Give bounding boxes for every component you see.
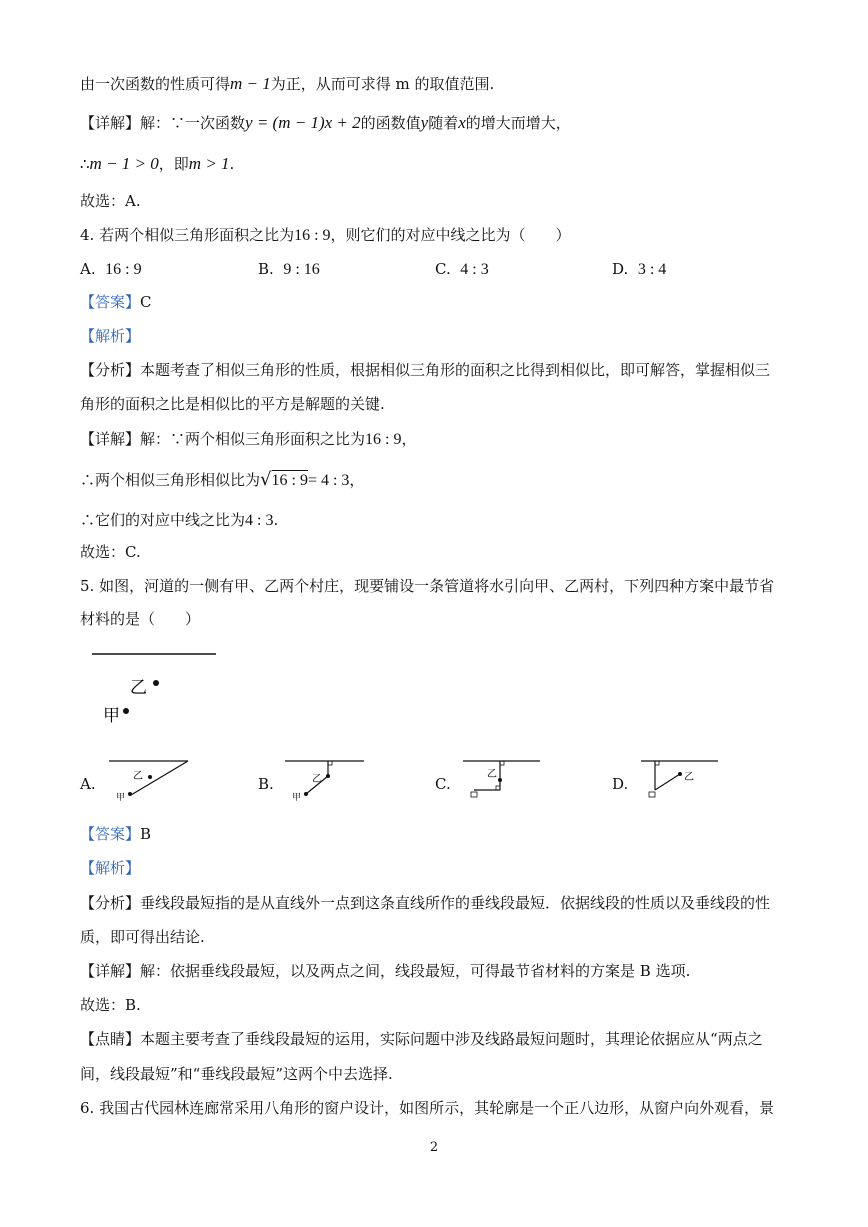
q5-option-c-figure[interactable]	[460, 752, 550, 807]
village-jia-label: 甲	[103, 706, 120, 726]
text-line-q3-analysis-end: 由一次函数的性质可得m − 1为正，从而可求得 m 的取值范围.	[80, 74, 495, 93]
q4-analysis-line-1: 【分析】本题考查了相似三角形的性质，根据相似三角形的面积之比得到相似比，即可解答，掌握相似三	[80, 361, 771, 379]
q4-answer: 【答案】C	[80, 293, 152, 311]
q4-stem: 4. 若两个相似三角形面积之比为16 : 9，则它们的对应中线之比为（ ）	[80, 226, 571, 244]
q4-analysis-line-2: 角形的面积之比是相似比的平方是解题的关键.	[80, 395, 385, 413]
q5-option-d-figure[interactable]	[638, 752, 728, 807]
village-yi-dot	[153, 680, 159, 686]
q3-choice: 故选：A.	[80, 192, 141, 210]
text-line-q3-therefore: ∴m − 1 > 0，即m > 1.	[80, 154, 235, 173]
village-jia-dot	[123, 708, 129, 714]
q5-stem-line-2: 材料的是（ ）	[80, 610, 201, 628]
svg-text:甲: 甲	[116, 793, 126, 803]
q5-analysis-line-2: 质，即可得出结论.	[80, 928, 205, 946]
q4-detail-line-1: 【详解】解：∵两个相似三角形面积之比为16 : 9，	[80, 430, 417, 448]
q6-stem-line-1: 6. 我国古代园林连廊常采用八角形的窗户设计，如图所示，其轮廓是一个正八边形，从窗户向外观看，景	[80, 1099, 775, 1117]
q5-option-b-label[interactable]: B.	[258, 775, 274, 793]
q5-comment-line-2: 间，线段最短”和“垂线段最短”这两个中去选择.	[80, 1065, 393, 1083]
q4-option-d[interactable]: D. 3 : 4	[612, 260, 667, 278]
q5-option-b-figure[interactable]	[282, 752, 372, 807]
q5-answer: 【答案】B	[80, 825, 152, 843]
q4-detail-line-3: ∴它们的对应中线之比为4 : 3.	[80, 511, 279, 529]
svg-text:乙: 乙	[684, 772, 694, 783]
river-village-figure	[86, 645, 226, 730]
q4-option-c[interactable]: C. 4 : 3	[435, 260, 489, 278]
q5-detail-line: 【详解】解：依据垂线段最短，以及两点之间，线段最短，可得最节省材料的方案是 B 选项.	[80, 962, 691, 980]
svg-text:甲: 甲	[292, 793, 302, 803]
q5-option-c-label[interactable]: C.	[435, 775, 451, 793]
q4-option-b[interactable]: B. 9 : 16	[258, 260, 320, 278]
q5-option-a-label[interactable]: A.	[80, 775, 96, 793]
detail-tag: 【详解】	[80, 114, 141, 132]
text-line-q3-detail: 【详解】解：∵一次函数y = (m − 1)x + 2的函数值y随着x的增大而增大，	[80, 113, 571, 132]
q5-stem-line-1: 5. 如图，河道的一侧有甲、乙两个村庄，现要铺设一条管道将水引向甲、乙两村，下列四种方案中最节省	[80, 577, 775, 595]
q5-analysis-line-1: 【分析】垂线段最短指的是从直线外一点到这条直线所作的垂线段最短．依据线段的性质以及垂线段的性	[80, 894, 771, 912]
q4-choice: 故选：C.	[80, 543, 141, 561]
math-linear-function: y = (m − 1)x + 2	[245, 113, 361, 132]
q5-option-d-label[interactable]: D.	[612, 775, 629, 793]
q5-comment-line-1: 【点睛】本题主要考查了垂线段最短的运用，实际问题中涉及线路最短问题时，其理论依据应从“两点之	[80, 1030, 763, 1048]
sqrt-radicand: 16 : 9	[271, 472, 308, 489]
q4-option-a[interactable]: A. 16 : 9	[80, 260, 142, 278]
q4-analysis-tag: 【解析】	[80, 327, 141, 345]
svg-text:乙: 乙	[312, 774, 322, 785]
q4-detail-line-2: ∴两个相似三角形相似比为√16 : 9= 4 : 3，	[80, 469, 365, 490]
math-m-minus-1: m − 1	[230, 74, 271, 93]
page-number: 2	[429, 1140, 439, 1155]
q5-option-a-figure[interactable]	[106, 752, 196, 807]
svg-text:乙: 乙	[133, 771, 143, 782]
svg-text:乙: 乙	[487, 769, 497, 780]
q5-choice: 故选：B.	[80, 996, 141, 1014]
village-yi-label: 乙	[130, 678, 147, 698]
q5-analysis-tag: 【解析】	[80, 859, 141, 877]
